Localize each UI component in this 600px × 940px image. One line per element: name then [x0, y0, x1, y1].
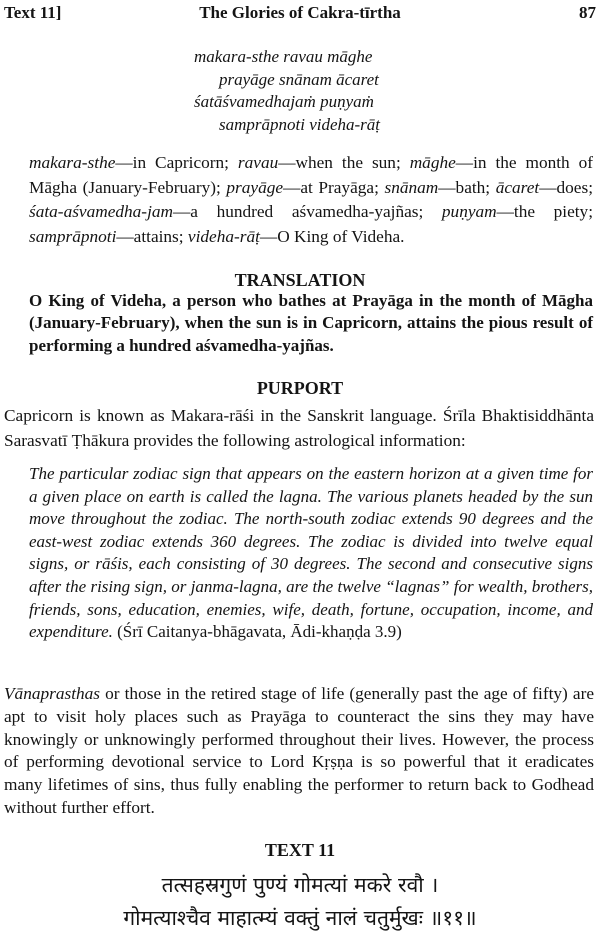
sanskrit-verse-line: गोमत्याश्चैव माहात्म्यं वक्तुं नालं चतुर्मुखः ॥११॥: [123, 906, 477, 930]
word-for-word-synonyms: [29, 151, 593, 249]
synonym-meaning: —in Capricorn;: [115, 153, 238, 172]
purport-intro: Capricorn is known as Makara-rāśi in the Sanskrit language. Śrīla Bhaktisiddhānta Sarasvatī Ṭhākura provides the following astrological information:: [4, 406, 594, 450]
verse-transliteration: [194, 46, 494, 136]
translation-heading: TRANSLATION: [234, 270, 366, 290]
purport-quotation: [29, 463, 593, 644]
page-number: 87: [579, 3, 596, 22]
synonym-meaning: —O King of Videha.: [259, 226, 405, 246]
synonym-meaning: —bath;: [438, 177, 496, 197]
purport-paragraph: [4, 683, 594, 820]
next-text-heading: TEXT 11: [264, 840, 336, 860]
synonym-meaning: —a hundred aśvamedha-yajñas;: [173, 202, 442, 222]
verse-line: samprāpnoti videha-rāṭ: [219, 114, 381, 134]
synonym-word: samprāpnoti: [29, 226, 117, 246]
synonym-word: videha-rāṭ: [187, 226, 260, 246]
synonym-word: puṇyam: [441, 202, 497, 222]
synonym-word: makara-sthe: [29, 153, 116, 172]
synonym-meaning: —in the month of Māgha (January-February);: [29, 153, 594, 197]
synonym-word: ācaret: [495, 177, 540, 197]
running-head-text-ref: Text 11]: [4, 3, 62, 22]
quotation-text: The particular zodiac sign that appears on the eastern horizon at a given time for a given place on earth is called the lagna. The various planets headed by the sun move throughout the zodiac. The north-south zodiac extends 90 degrees and the east-west zodiac extends 360 degrees. The zodiac is divided into twelve equal signs, or rāśis, each consisting of 30 degrees. The second and consecutive signs after the rising sign, or janma-lagna, are the twelve “lagnas” for wealth, brothers, friends, sons, education, enemies, wife, death, fortune, occupation, income, and expenditure.: [29, 464, 593, 642]
synonym-meaning: —does;: [539, 177, 593, 197]
synonym-meaning: —attains;: [116, 226, 188, 246]
purport-paragraph-lead: Vānaprasthas: [4, 684, 101, 703]
quotation-citation: (Śrī Caitanya-bhāgavata, Ādi-khaṇḍa 3.9): [117, 622, 402, 642]
synonym-meaning: —when the sun;: [278, 153, 410, 172]
sanskrit-verse-line: तत्सहस्रगुणं पुण्यं गोमत्यां मकरे रवौ ।: [161, 873, 439, 897]
synonym-word: ravau: [237, 153, 279, 172]
synonym-word: snānam: [384, 177, 439, 197]
purport-heading: PURPORT: [256, 378, 344, 398]
running-head-chapter-title: The Glories of Cakra-tīrtha: [199, 3, 401, 22]
running-head: [0, 0, 600, 26]
translation-text: O King of Videha, a person who bathes at Prayāga in the month of Māgha (January-February), when the sun is in Capricorn, attains the pious result of performing a hundred aśvamedha-yajñas.: [29, 291, 593, 355]
synonym-word: prayāge: [226, 177, 284, 197]
synonym-meaning: —the piety;: [496, 202, 593, 222]
synonym-word: śata-aśvamedha-jam: [29, 202, 173, 222]
synonym-meaning: —at Prayāga;: [283, 177, 385, 197]
purport-paragraph-text: or those in the retired stage of life (generally past the age of fifty) are apt to visit holy places such as Prayāga to counteract the sins they may have knowingly or unknowingly performed throughout their lives. However, the process of performing devotional service to Lord Kṛṣṇa is so powerful that it eradicates many lifetimes of sins, thus fully enabling the performer to return back to Godhead without further effort.: [4, 684, 594, 817]
verse-line: śatāśvamedhajaṁ puṇyaṁ: [194, 92, 374, 111]
verse-line: makara-sthe ravau māghe: [194, 47, 373, 66]
verse-line: prayāge snānam ācaret: [219, 69, 379, 89]
synonym-word: māghe: [409, 153, 456, 172]
